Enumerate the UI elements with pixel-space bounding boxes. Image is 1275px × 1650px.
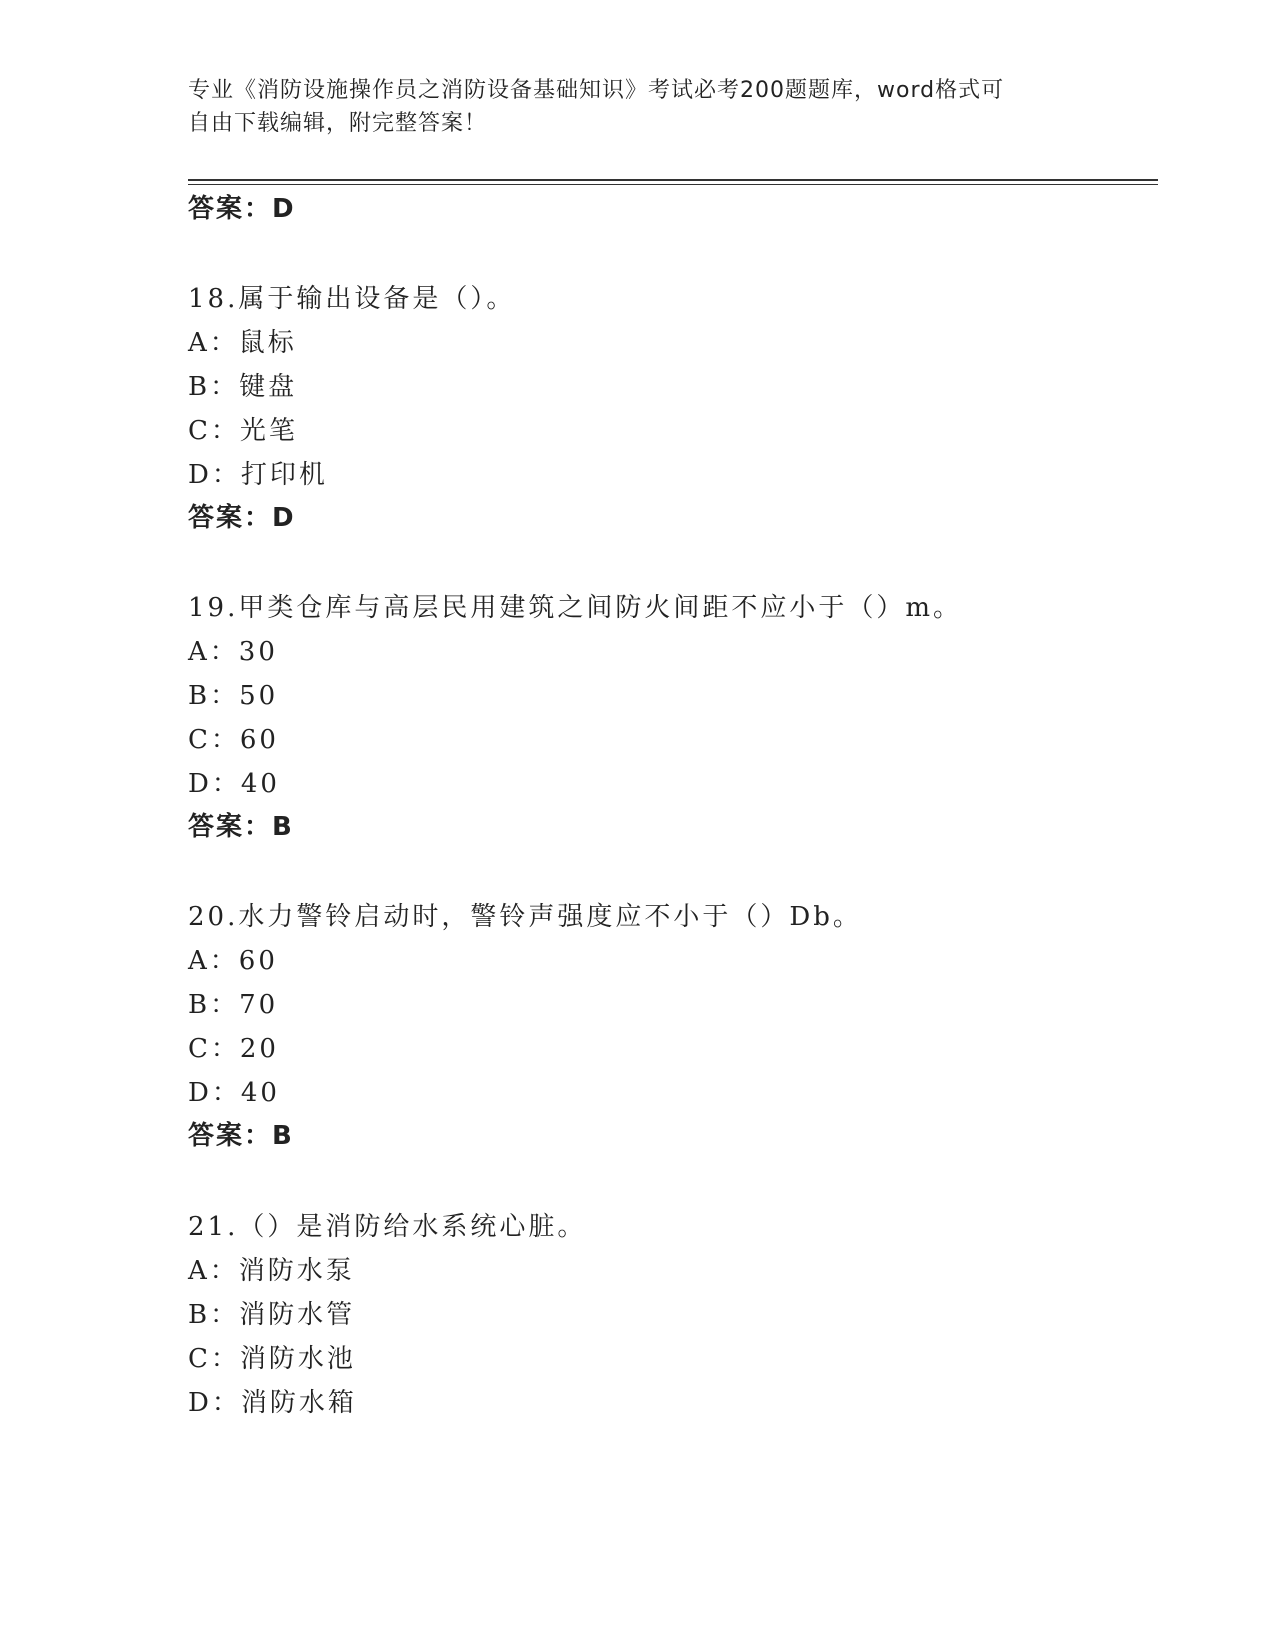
question-20-option-b: B：70 [188,990,279,1020]
answer-line: 答案：D [188,194,296,224]
question-19-option-a: A：30 [188,637,278,667]
header-line-2: 自由下载编辑，附完整答案！ [188,111,488,136]
question-20-stem: 20.水力警铃启动时，警铃声强度应不小于（）Db。 [188,902,862,932]
question-19-option-b: B：50 [188,681,279,711]
question-20-option-c: C：20 [188,1034,279,1064]
question-18-option-a: A：鼠标 [188,328,297,358]
question-19-answer: 答案：B [188,812,294,842]
question-19-option-d: D：40 [188,769,280,799]
question-18-answer: 答案：D [188,503,296,533]
question-18-stem: 18.属于输出设备是（）。 [188,284,516,314]
question-18-option-b: B：键盘 [188,372,298,402]
question-18-option-d: D：打印机 [188,460,328,490]
question-19-option-c: C：60 [188,725,279,755]
question-21-option-c: C：消防水池 [188,1344,356,1374]
question-20-answer: 答案：B [188,1121,294,1151]
question-21-stem: 21.（）是消防给水系统心脏。 [188,1212,587,1242]
question-21-option-d: D：消防水箱 [188,1388,357,1418]
question-19-stem: 19.甲类仓库与高层民用建筑之间防火间距不应小于（）m。 [188,593,963,623]
document-header [188,74,1068,140]
header-divider-thick [188,179,1158,181]
header-line-1: 专业《消防设施操作员之消防设备基础知识》考试必考200题题库，word格式可 [188,78,1005,103]
question-20-option-a: A：60 [188,946,278,976]
question-21-option-b: B：消防水管 [188,1300,356,1330]
header-divider-thin [188,184,1158,185]
question-20-option-d: D：40 [188,1078,280,1108]
question-21-option-a: A：消防水泵 [188,1256,355,1286]
question-18-option-c: C：光笔 [188,416,298,446]
